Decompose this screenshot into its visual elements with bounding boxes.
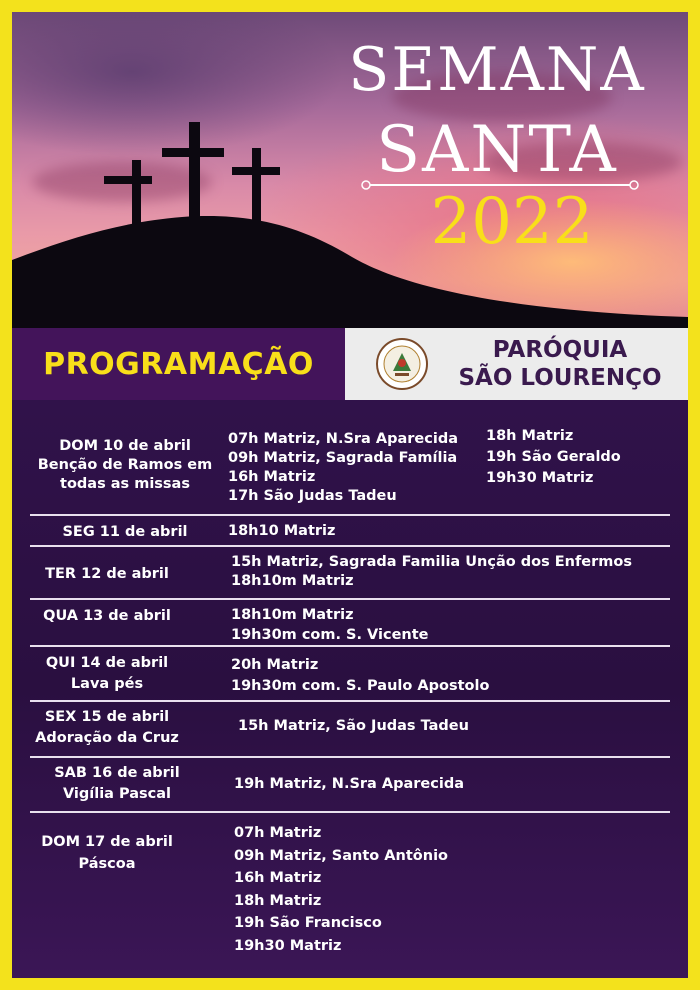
- time-entry: 19h São Geraldo: [486, 449, 621, 465]
- parish-line2: SÃO LOURENÇO: [458, 365, 662, 391]
- day-label: [30, 437, 220, 494]
- day-line: SEG 11 de abril: [62, 524, 188, 540]
- time-entry: 15h Matriz, São Judas Tadeu: [238, 718, 469, 734]
- parish-banner: [345, 328, 688, 400]
- center-cross-icon: [162, 122, 224, 222]
- day-label: [12, 565, 202, 584]
- program-banner: [12, 328, 345, 400]
- title-year: 2022: [430, 185, 594, 259]
- time-entry: 19h30 Matriz: [234, 937, 342, 954]
- time-entry: 19h30m com. S. Paulo Apostolo: [231, 678, 490, 694]
- day-label: [12, 831, 202, 875]
- time-entry: 18h10 Matriz: [228, 523, 336, 539]
- day-label: [22, 763, 212, 805]
- time-list: [238, 717, 469, 736]
- divider: [30, 700, 670, 702]
- time-entry: 18h Matriz: [486, 428, 574, 444]
- day-label: [12, 653, 202, 695]
- divider: [30, 756, 670, 758]
- time-entry: 20h Matriz: [231, 657, 319, 673]
- day-line: QUA 13 de abril: [43, 608, 171, 624]
- divider: [30, 514, 670, 516]
- program-label: PROGRAMAÇÃO: [43, 346, 314, 382]
- day-line: TER 12 de abril: [45, 566, 169, 582]
- schedule: [12, 400, 688, 978]
- time-list: [234, 822, 448, 958]
- poster: [12, 12, 688, 978]
- time-entry: 19h Matriz, N.Sra Aparecida: [234, 776, 464, 792]
- time-list-secondary: [486, 426, 621, 489]
- time-list: [228, 522, 335, 541]
- divider: [30, 545, 670, 547]
- time-entry: 07h Matriz: [234, 825, 322, 841]
- time-list: [231, 655, 489, 697]
- time-entry: 18h Matriz: [234, 892, 322, 909]
- time-entry: 07h Matriz, N.Sra Aparecida: [228, 431, 458, 447]
- divider: [30, 811, 670, 813]
- parish-name: [440, 336, 680, 392]
- day-line: QUI 14 de abril: [45, 655, 169, 671]
- day-label: [30, 523, 220, 542]
- day-line: Benção de Ramos em: [37, 457, 213, 473]
- time-entry: 15h Matriz, Sagrada Familia Unção dos Enfermos: [231, 554, 632, 570]
- day-line: todas as missas: [60, 476, 190, 492]
- day-line: SAB 16 de abril: [54, 765, 180, 781]
- time-entry: 16h Matriz: [228, 469, 316, 485]
- time-entry: 18h10m Matriz: [231, 607, 354, 623]
- time-entry: 17h São Judas Tadeu: [228, 488, 397, 504]
- day-label: [12, 607, 202, 626]
- day-line: DOM 10 de abril: [59, 438, 191, 454]
- time-entry: 18h10m Matriz: [231, 573, 354, 589]
- time-entry: 19h30m com. S. Vicente: [231, 627, 429, 643]
- left-cross-icon: [104, 160, 152, 226]
- time-list: [234, 775, 464, 794]
- time-list: [231, 605, 429, 645]
- time-entry: 16h Matriz: [234, 870, 322, 887]
- parish-seal-icon: [375, 337, 429, 391]
- day-label: [12, 707, 202, 749]
- time-entry: 19h30 Matriz: [486, 470, 594, 486]
- time-entry: 09h Matriz, Sagrada Família: [228, 450, 458, 466]
- sunset-sky: [12, 12, 688, 328]
- time-list: [228, 430, 458, 506]
- right-cross-icon: [232, 148, 280, 226]
- title-santa: SANTA: [376, 113, 618, 187]
- divider: [30, 598, 670, 600]
- time-entry: 19h São Francisco: [234, 915, 382, 932]
- day-line: SEX 15 de abril: [44, 709, 170, 725]
- day-line: Vigília Pascal: [62, 786, 172, 802]
- divider: [30, 645, 670, 647]
- day-line: DOM 17 de abril: [41, 834, 173, 850]
- day-line: Adoração da Cruz: [35, 730, 179, 746]
- parish-line1: PARÓQUIA: [492, 337, 628, 363]
- day-line: Lava pés: [70, 676, 144, 692]
- title-semana: SEMANA: [348, 35, 646, 105]
- day-line: Páscoa: [78, 856, 136, 872]
- time-list: [231, 553, 632, 591]
- time-entry: 09h Matriz, Santo Antônio: [234, 847, 448, 864]
